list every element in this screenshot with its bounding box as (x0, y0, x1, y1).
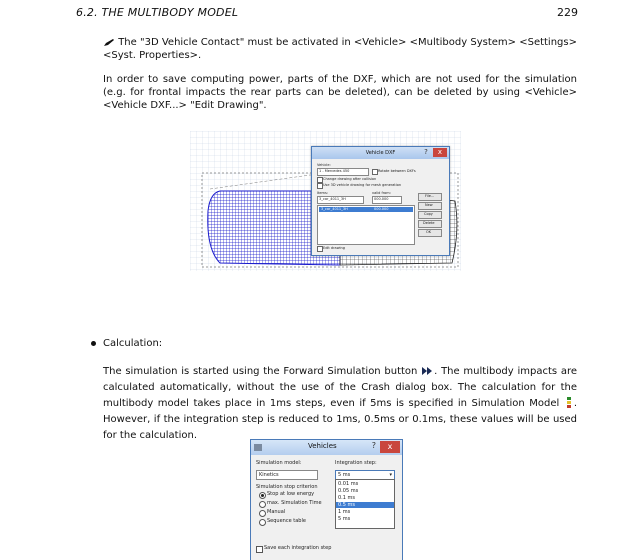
radio-manual-label: Manual (267, 509, 286, 515)
paragraph-dxf: In order to save computing power, parts of the DXF, which are not used for the simulation (e.g. for frontal impacts the rear parts can be deleted), can be deleted by using <Vehicle> <Vehicle DXF...> "Edit Drawing". (103, 74, 577, 111)
int-option[interactable]: 0.1 ms (338, 495, 356, 501)
rotate-label: Rotate between DXFs (378, 169, 416, 173)
int-option[interactable]: 5 ms (338, 516, 351, 522)
section-title: 6.2. THE MULTIBODY MODEL (76, 6, 239, 19)
paragraph-calculation (103, 364, 577, 444)
radio-stop-low-energy[interactable] (259, 492, 266, 499)
int-step-label: Integration step: (335, 460, 377, 466)
item-field-value: 3_car_4011_3H (319, 197, 346, 201)
save-each-step-label: Save each integration step (264, 545, 332, 551)
vehicles-titlebar (251, 440, 402, 455)
vehicle-dxf-dialog (311, 146, 450, 256)
sim-model-label: Simulation model: (256, 460, 302, 466)
copy-button[interactable] (418, 211, 442, 219)
list-item-valid: 000.000 (374, 207, 389, 211)
sim-model-select[interactable] (256, 470, 318, 480)
int-option[interactable]: 1 ms (338, 509, 351, 515)
sim-model-value: Kinetics (259, 472, 279, 478)
close-button[interactable]: x (380, 441, 400, 453)
vehicle-select-value: 1 - Mercedes 450 (319, 169, 350, 173)
int-step-dropdown[interactable] (335, 479, 395, 529)
vehicle-dxf-figure (190, 131, 461, 271)
ok-button-label: OK (426, 230, 432, 234)
radio-sequence-table[interactable] (259, 519, 266, 526)
radio-stop-low-energy-label: Stop at low energy (267, 491, 315, 497)
chevron-down-icon: ▾ (389, 472, 392, 478)
save-each-step-checkbox[interactable] (256, 546, 263, 553)
int-option[interactable]: 0.05 ms (338, 488, 359, 494)
list-item-selected[interactable] (319, 207, 413, 212)
bullet-calculation (91, 338, 162, 349)
vehicle-select[interactable] (317, 168, 369, 176)
int-option-selected[interactable]: 0.5 ms (336, 502, 394, 508)
delete-button-label: Delete (423, 221, 435, 225)
int-option[interactable]: 0.01 ms (338, 481, 359, 487)
app-icon (254, 444, 262, 451)
bullet-label: Calculation: (103, 338, 163, 349)
dialog-title: Vehicle DXF (365, 150, 396, 156)
dialog-titlebar (312, 147, 449, 159)
change-drawing-label: Change drawing after collision (323, 177, 377, 181)
calc-text-2: . The multibody impacts are calculated automatically, without the use of the Crash dialog box. The calculation for the multibody model takes place in 1ms steps, even if 5ms is specified in Simulation Model (103, 366, 577, 409)
forward-simulation-icon (421, 366, 434, 376)
items-list[interactable] (317, 205, 415, 245)
new-button[interactable] (418, 202, 442, 210)
pencil-note-icon (103, 38, 115, 47)
valid-from-value: 000.000 (374, 197, 389, 201)
calc-text-3: . However, if the integration step is reduced to 1ms, 0.5ms or 0.1ms, these values will be used for the calculation. (103, 398, 577, 441)
bullet-dot (91, 341, 96, 346)
radio-manual[interactable] (259, 510, 266, 517)
simulation-model-icon (564, 397, 574, 410)
int-step-value: 5 ms (338, 472, 351, 478)
list-item-name: 3_car_4011_3H (321, 207, 348, 211)
items-label: Items: (317, 191, 328, 195)
note-paragraph (103, 36, 577, 62)
vehicle-label: Vehicle: (317, 163, 331, 167)
help-button[interactable]: ? (424, 148, 428, 156)
calc-text-1: The simulation is started using the Forward Simulation button (103, 366, 418, 377)
page-number: 229 (557, 6, 578, 19)
radio-max-time[interactable] (259, 501, 266, 508)
copy-button-label: Copy (424, 212, 433, 216)
delete-button[interactable] (418, 220, 442, 228)
ok-button[interactable] (418, 229, 442, 237)
file-button-label: File... (425, 194, 435, 198)
note-text: The "3D Vehicle Contact" must be activated in <Vehicle> <Multibody System> <Settings> <Syst. Properties>. (103, 37, 577, 61)
valid-from-field[interactable] (372, 196, 402, 204)
use-3d-label: Use 3D vehicle drawing for mesh generation (323, 183, 402, 187)
help-button[interactable]: ? (371, 441, 376, 450)
file-button[interactable] (418, 193, 442, 201)
stop-criterion-label: Simulation stop criterion (256, 484, 318, 490)
item-field[interactable] (317, 196, 364, 204)
radio-sequence-table-label: Sequence table (267, 518, 306, 524)
radio-max-time-label: max. Simulation Time (267, 500, 322, 506)
valid-from-label: valid from: (372, 191, 391, 195)
vehicles-title: Vehicles (308, 442, 337, 450)
vehicles-dialog-figure (250, 439, 403, 560)
vehicles-dialog (250, 439, 403, 560)
edit-drawing-label: Edit drawing (323, 246, 345, 250)
new-button-label: New (425, 203, 433, 207)
close-button[interactable]: x (433, 148, 447, 157)
